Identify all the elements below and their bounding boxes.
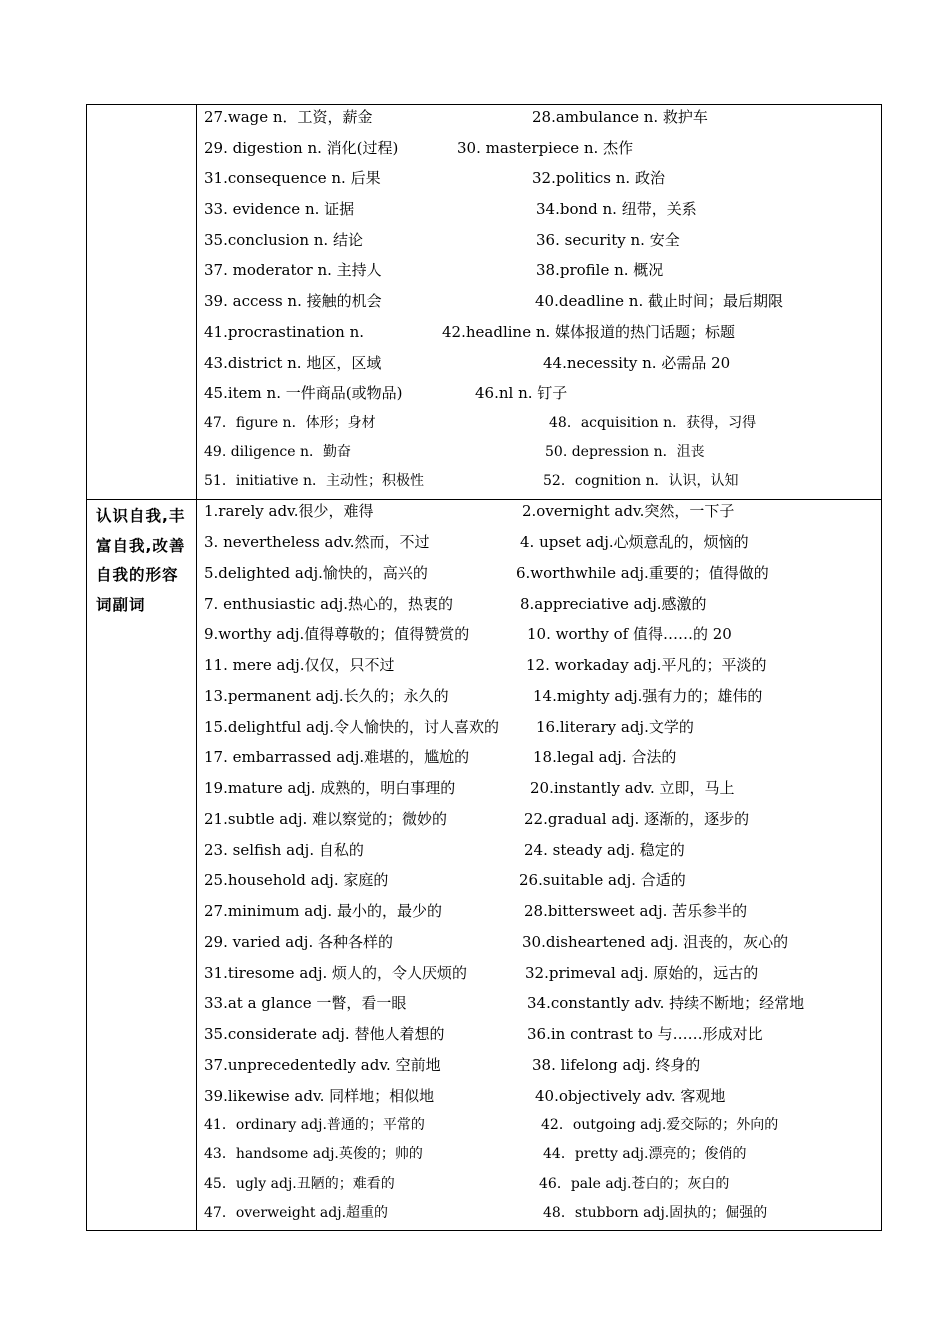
vocab-entry-right: 20.instantly adv. 立即，马上 xyxy=(530,779,735,797)
vocab-entry-right: 16.literary adj.文学的 xyxy=(536,718,694,736)
vocab-entry-left: 49. diligence n．勤奋 xyxy=(204,444,351,460)
vocab-entry-left: 11. mere adj.仅仅，只不过 xyxy=(204,656,395,674)
vocab-entry-right: 22.gradual adj. 逐渐的，逐步的 xyxy=(524,810,750,828)
vocab-entry-right: 50. depression n．沮丧 xyxy=(545,444,705,460)
section-label-adjectives: 认识自我,丰富自我,改善自我的形容词副词 xyxy=(96,507,186,614)
vocab-entry-right: 2.overnight adv.突然，一下子 xyxy=(522,502,735,520)
vocab-entry-left: 23. selfish adj. 自私的 xyxy=(204,841,364,859)
column-divider xyxy=(196,105,197,1230)
vocab-entry-right: 6.worthwhile adj.重要的；值得做的 xyxy=(516,564,769,582)
vocab-entry-right: 34.bond n. 纽带，关系 xyxy=(536,200,697,218)
vocab-entry-left: 19.mature adj. 成熟的，明白事理的 xyxy=(204,779,456,797)
vocab-entry-right: 18.legal adj. 合法的 xyxy=(533,748,677,766)
vocab-entry-left: 31.tiresome adj. 烦人的，令人厌烦的 xyxy=(204,964,468,982)
vocab-entry-right: 46．pale adj.苍白的；灰白的 xyxy=(539,1176,730,1192)
vocab-entry-right: 10. worthy of 值得……的 20 xyxy=(527,625,732,643)
vocab-entry-left: 35.considerate adj. 替他人着想的 xyxy=(204,1025,445,1043)
vocab-entry-right: 30. masterpiece n. 杰作 xyxy=(457,139,634,157)
vocab-entry-right: 36.in contrast to 与……形成对比 xyxy=(527,1025,763,1043)
vocab-entry-left: 43．handsome adj.英俊的；帅的 xyxy=(204,1146,423,1162)
vocab-entry-right: 28.ambulance n. 救护车 xyxy=(532,108,708,126)
vocab-entry-left: 27.minimum adj. 最小的，最少的 xyxy=(204,902,442,920)
vocab-entry-right: 44.necessity n. 必需品 20 xyxy=(543,354,731,372)
vocab-entry-left: 3. nevertheless adv.然而，不过 xyxy=(204,533,430,551)
vocab-entry-right: 40.objectively adv. 客观地 xyxy=(535,1087,726,1105)
vocab-entry-left: 15.delightful adj.令人愉快的，讨人喜欢的 xyxy=(204,718,499,736)
vocab-entry-left: 43.district n. 地区，区域 xyxy=(204,354,382,372)
vocab-entry-right: 34.constantly adv. 持续不断地；经常地 xyxy=(527,994,805,1012)
vocab-entry-left: 41．ordinary adj.普通的；平常的 xyxy=(204,1117,425,1133)
vocab-entry-right: 52．cognition n．认识，认知 xyxy=(543,473,739,489)
vocab-entry-right: 48．stubborn adj.固执的；倔强的 xyxy=(543,1205,768,1221)
vocab-entry-left: 5.delighted adj.愉快的，高兴的 xyxy=(204,564,428,582)
vocab-entry-left: 9.worthy adj.值得尊敬的；值得赞赏的 xyxy=(204,625,470,643)
vocab-entry-left: 25.household adj. 家庭的 xyxy=(204,871,389,889)
vocab-entry-left: 39. access n. 接触的机会 xyxy=(204,292,382,310)
vocab-entry-left: 37. moderator n. 主持人 xyxy=(204,261,382,279)
vocab-entry-left: 45.item n. 一件商品(或物品) xyxy=(204,384,403,402)
vocab-entry-left: 1.rarely adv.很少，难得 xyxy=(204,502,374,520)
vocab-entry-right: 38.profile n. 概况 xyxy=(536,261,664,279)
vocab-entry-right: 8.appreciative adj.感激的 xyxy=(520,595,707,613)
vocab-entry-right: 14.mighty adj.强有力的；雄伟的 xyxy=(533,687,763,705)
vocab-entry-left: 13.permanent adj.长久的；永久的 xyxy=(204,687,449,705)
vocab-entry-right: 32.politics n. 政治 xyxy=(532,169,665,187)
vocab-entry-right: 46.nl n. 钉子 xyxy=(475,384,568,402)
vocab-entry-left: 35.conclusion n. 结论 xyxy=(204,231,363,249)
vocab-entry-left: 33. evidence n. 证据 xyxy=(204,200,355,218)
vocab-entry-right: 36. security n. 安全 xyxy=(536,231,680,249)
vocab-entry-right: 30.disheartened adj. 沮丧的，灰心的 xyxy=(522,933,789,951)
vocab-entry-right: 38. lifelong adj. 终身的 xyxy=(532,1056,701,1074)
vocab-entry-right: 40.deadline n. 截止时间；最后期限 xyxy=(535,292,783,310)
vocab-entry-right: 26.suitable adj. 合适的 xyxy=(519,871,686,889)
vocab-entry-left: 37.unprecedentedly adv. 空前地 xyxy=(204,1056,441,1074)
vocab-entry-left: 17. embarrassed adj.难堪的，尴尬的 xyxy=(204,748,470,766)
vocab-entry-left: 7. enthusiastic adj.热心的，热衷的 xyxy=(204,595,454,613)
vocab-entry-left: 29. digestion n. 消化(过程) xyxy=(204,139,399,157)
vocab-entry-left: 33.at a glance 一瞥，看一眼 xyxy=(204,994,407,1012)
vocab-entry-right: 32.primeval adj. 原始的，远古的 xyxy=(525,964,759,982)
vocab-entry-right: 24. steady adj. 稳定的 xyxy=(524,841,685,859)
vocab-entry-left: 47．overweight adj.超重的 xyxy=(204,1205,389,1221)
vocab-entry-right: 48．acquisition n．获得，习得 xyxy=(549,415,757,431)
vocab-entry-right: 12. workaday adj.平凡的；平淡的 xyxy=(526,656,767,674)
vocab-entry-left: 31.consequence n. 后果 xyxy=(204,169,381,187)
vocab-entry-left: 39.likewise adv. 同样地；相似地 xyxy=(204,1087,435,1105)
vocab-entry-left: 29. varied adj. 各种各样的 xyxy=(204,933,393,951)
vocabulary-table xyxy=(86,104,882,1231)
vocab-entry-left: 45．ugly adj.丑陋的；难看的 xyxy=(204,1176,395,1192)
vocab-entry-left: 41.procrastination n. xyxy=(204,323,365,341)
vocab-entry-left: 21.subtle adj. 难以察觉的；微妙的 xyxy=(204,810,448,828)
vocab-entry-right: 44．pretty adj.漂亮的；俊俏的 xyxy=(543,1146,747,1162)
vocab-entry-right: 4. upset adj.心烦意乱的，烦恼的 xyxy=(520,533,749,551)
vocab-entry-right: 42．outgoing adj.爱交际的；外向的 xyxy=(541,1117,779,1133)
vocab-entry-left: 47．figure n．体形；身材 xyxy=(204,415,376,431)
vocab-entry-left: 27.wage n．工资，薪金 xyxy=(204,108,373,126)
vocab-entry-left: 51．initiative n．主动性；积极性 xyxy=(204,473,425,489)
vocab-entry-right: 28.bittersweet adj. 苦乐参半的 xyxy=(524,902,748,920)
vocab-entry-right: 42.headline n. 媒体报道的热门话题；标题 xyxy=(442,323,736,341)
